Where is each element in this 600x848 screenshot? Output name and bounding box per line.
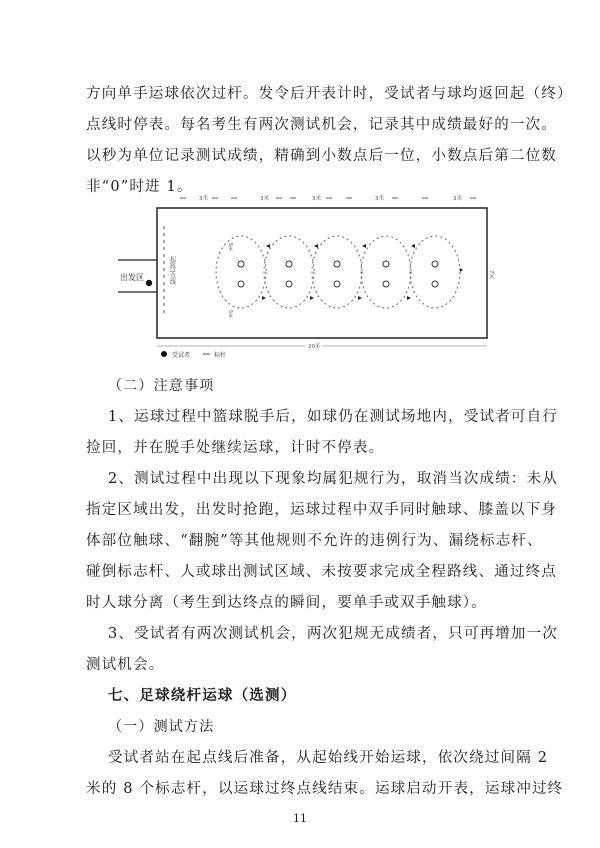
field-boundary xyxy=(157,208,487,338)
section7-line1: 受试者站在起点线后准备，从起始线开始运球，依次绕过间隔 2 xyxy=(108,750,549,766)
legend-tester-label: 受试者 xyxy=(172,352,191,359)
start-zone-label: 出发区 xyxy=(120,273,144,282)
notes-item2-line5: 时人球分离（考生到达终点的瞬间，要单手或双手触球）。 xyxy=(86,595,487,611)
notes-heading: （二）注意事项 xyxy=(108,378,215,394)
tester-marker xyxy=(146,280,152,286)
notes-item3-line1: 3、受试者有两次测试机会，两次犯规无成绩者，只可再增加一次 xyxy=(108,626,559,642)
top-spacing-label: 3米 xyxy=(312,196,321,202)
intro-line-2: 点线时停表。每名考生有两次测试机会，记录其中成绩最好的一次。 xyxy=(86,117,557,133)
top-spacing-label: 3米 xyxy=(375,196,384,202)
legend-pole-label: 标杆 xyxy=(214,352,227,359)
dribbling-route xyxy=(216,236,460,308)
right-width-label: 7米 xyxy=(488,270,494,279)
notes-item1-line1: 1、运球过程中篮球脱手后，如球仍在测试场地内，受试者可自行 xyxy=(108,409,559,425)
top-spacing-label: 3米 xyxy=(199,196,208,202)
side-spacing-label: 5米 xyxy=(227,243,233,252)
section7-subheading: （一）测试方法 xyxy=(108,719,215,735)
legend-tester-icon xyxy=(161,351,167,357)
intro-line-3: 以秒为单位记录测试成绩，精确到小数点后一位，小数点后第二位数 xyxy=(86,148,557,164)
section7-heading: 七、足球绕杆运球（选测） xyxy=(108,688,297,704)
notes-item1-line2: 捡回，并在脱手处继续运球，计时不停表。 xyxy=(86,440,385,456)
section7-line2: 米的 8 个标志杆，以运球过终点线结束。运球启动开表，运球冲过终 xyxy=(86,781,564,797)
dribbling-course-diagram xyxy=(100,186,500,366)
top-spacing-label: 3米 xyxy=(453,196,462,202)
bottom-length-label: 20米 xyxy=(308,344,321,350)
top-spacing-label: 3米 xyxy=(260,196,269,202)
notes-item3-line2: 测试机会。 xyxy=(86,657,165,673)
pole-markers xyxy=(238,261,438,287)
notes-item2-line1: 2、测试过程中出现以下现象均属犯规行为，取消当次成绩：未从 xyxy=(108,471,559,487)
side-spacing-label: 5米 xyxy=(227,310,233,319)
intro-line-4: 非“0”时进 1。 xyxy=(86,179,193,195)
start-line-label: 起(终)点线 xyxy=(168,256,176,285)
intro-line-1: 方向单手运球依次过杆。发令后开表计时，受试者与球均返回起（终） xyxy=(86,86,573,102)
page-number: 11 xyxy=(293,812,307,825)
notes-item2-line3: 体部位触球、“翻腕”等其他规则不允许的违例行为、漏绕标志杆、 xyxy=(86,533,543,549)
notes-item2-line4: 碰倒标志杆、人或球出测试区域、未按要求完成全程路线、通过终点 xyxy=(86,564,557,580)
notes-item2-line2: 指定区域出发，出发时抢跑，运球过程中双手同时触球、膝盖以下身 xyxy=(86,502,557,518)
